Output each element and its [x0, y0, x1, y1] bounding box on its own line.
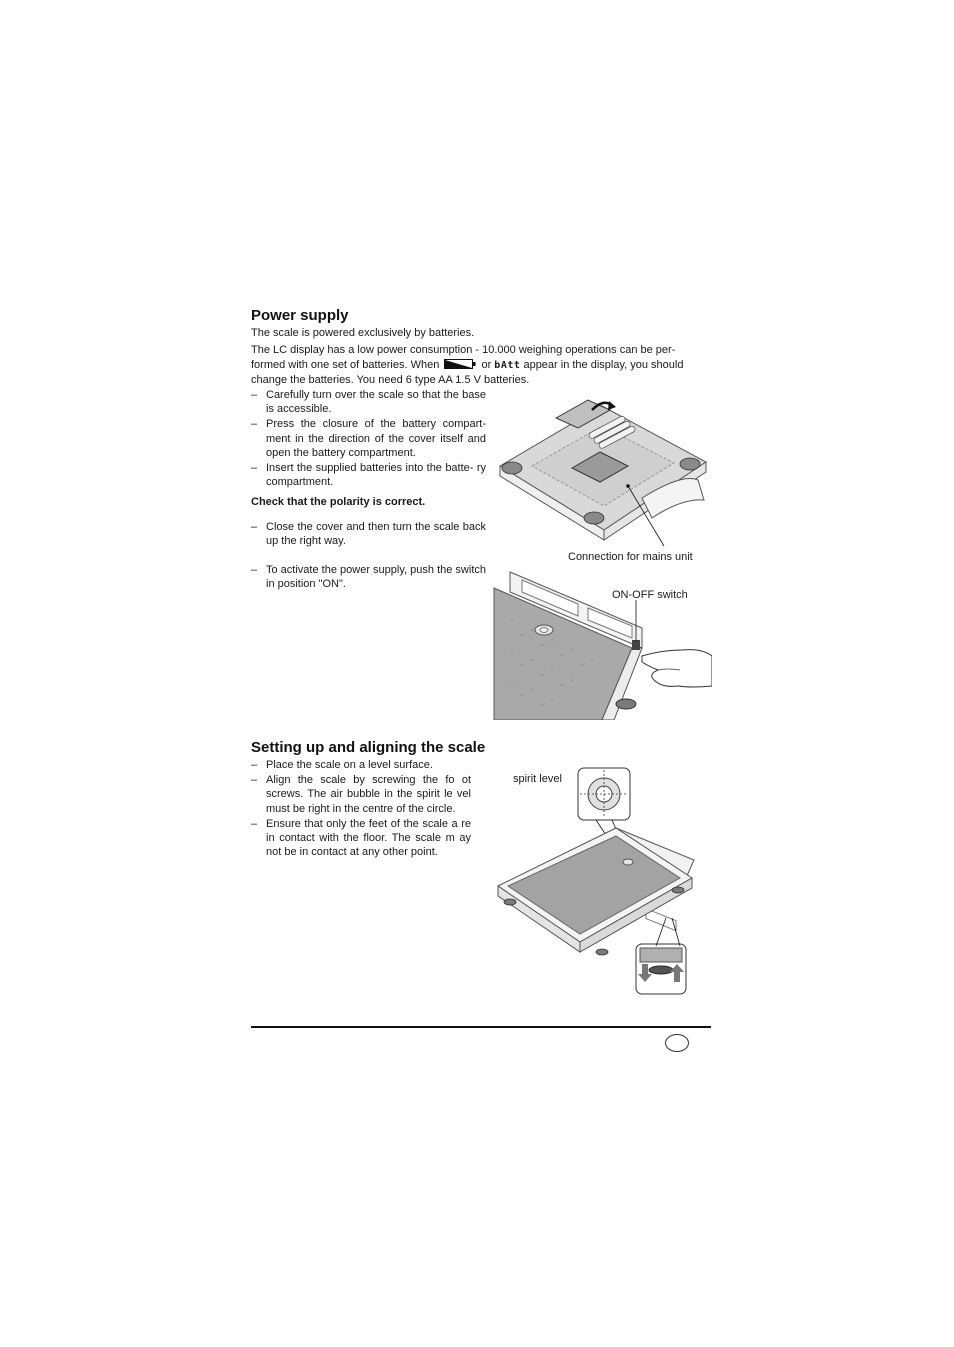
- power-para-line2: formed with one set of batteries. When or bAtt appear in the display, you should: [251, 358, 684, 371]
- batt-display-symbol: bAtt: [494, 359, 521, 371]
- power-supply-heading: Power supply: [251, 307, 349, 324]
- setup-heading: Setting up and aligning the scale: [251, 739, 486, 756]
- language-marker-icon: [665, 1034, 689, 1052]
- list-item: – Ensure that only the feet of the scale a re in contact with the floor. The scale m ay not be in contact at any other point.: [251, 817, 471, 860]
- activate-step-list: [251, 563, 486, 592]
- scale-underside-illustration: [492, 388, 714, 548]
- power-paragraph: [251, 343, 711, 388]
- setup-steps-list: [251, 758, 471, 860]
- power-para-line1: The LC display has a low power consumption - 10.000 weighing operations can be per-: [251, 344, 676, 356]
- battery-low-icon: [444, 359, 476, 369]
- scale-alignment-illustration: [496, 766, 714, 998]
- list-item: – Align the scale by screwing the fo ot screws. The air bubble in the spirit le vel must be right in the centre of the circle.: [251, 773, 471, 816]
- polarity-note: Check that the polarity is correct.: [251, 496, 426, 508]
- power-steps-list: [251, 388, 486, 490]
- list-item: – To activate the power supply, push the switch in position "ON".: [251, 563, 486, 591]
- list-item: – Place the scale on a level surface.: [251, 758, 471, 772]
- caption-spirit-level: spirit level: [513, 773, 562, 785]
- footer-rule: [251, 1026, 711, 1028]
- list-item: – Insert the supplied batteries into the batte- ry compartment.: [251, 461, 486, 489]
- close-step-list: [251, 520, 486, 549]
- list-item: – Carefully turn over the scale so that the base is accessible.: [251, 388, 486, 416]
- list-item: – Close the cover and then turn the scale back up the right way.: [251, 520, 486, 548]
- caption-on-off-switch: ON-OFF switch: [612, 589, 688, 601]
- power-intro: The scale is powered exclusively by batteries.: [251, 327, 475, 339]
- caption-mains-connection: Connection for mains unit: [568, 551, 693, 563]
- list-item: – Press the closure of the battery compart- ment in the direction of the cover itself and open the battery compartment.: [251, 417, 486, 460]
- power-para-line3: change the batteries. You need 6 type AA 1.5 V batteries.: [251, 374, 530, 386]
